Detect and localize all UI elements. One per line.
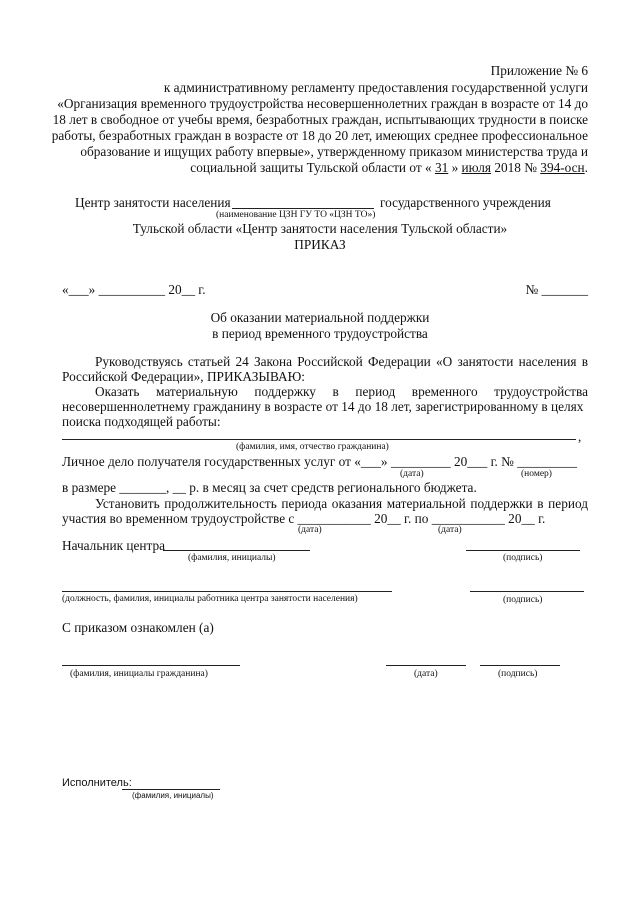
executor-hint: (фамилия, инициалы) bbox=[132, 791, 214, 800]
chief-initials-hint: (фамилия, инициалы) bbox=[188, 553, 276, 563]
case-line: Личное дело получателя государственных услуг от «___» _________ 20___ г. № _________ bbox=[62, 454, 578, 469]
center-type: государственного учреждения bbox=[380, 195, 551, 210]
appendix-line-3: 18 лет в свободное от учебы время, безработных граждан, испытывающих трудности в поиске bbox=[52, 112, 588, 127]
executor-line bbox=[122, 789, 220, 790]
appendix-date-day: 31 bbox=[434, 160, 449, 175]
appendix-line-5: образование и ищущих работу впервые», утвержденному приказом министерства труда и bbox=[80, 144, 588, 159]
order-date: «___» __________ 20__ г. bbox=[62, 282, 206, 297]
appendix-date-prefix: социальной защиты Тульской области от « bbox=[190, 160, 432, 175]
case-number-hint: (номер) bbox=[521, 469, 552, 479]
paragraph-3-line-1: Установить продолжительность периода оказания материальной поддержки в период bbox=[95, 496, 588, 511]
citizen-initials-line bbox=[62, 665, 240, 666]
employee-hint: (должность, фамилия, инициалы работника центра занятости населения) bbox=[62, 594, 358, 604]
employee-signature-line bbox=[470, 591, 584, 592]
acquainted-date-hint: (дата) bbox=[414, 669, 438, 679]
appendix-line-1: к административному регламенту предоставления государственной услуги bbox=[163, 80, 588, 95]
chief-signature-line bbox=[466, 550, 580, 551]
citizen-name-line bbox=[62, 439, 576, 440]
chief-label: Начальник центра bbox=[62, 538, 166, 553]
center-name-line bbox=[232, 208, 374, 209]
subject-line-2: в период временного трудоустройства bbox=[212, 326, 428, 341]
period-end-hint: (дата) bbox=[438, 525, 462, 535]
appendix-title: Приложение № 6 bbox=[490, 63, 588, 78]
acquainted-date-line bbox=[386, 665, 466, 666]
order-number: № _______ bbox=[525, 282, 588, 297]
appendix-line-2: «Организация временного трудоустройства несовершеннолетних граждан в возрасте от 14 до bbox=[57, 96, 588, 111]
appendix-date-month: июля bbox=[461, 160, 492, 175]
center-label: Центр занятости населения bbox=[75, 195, 231, 210]
employee-signature-hint: (подпись) bbox=[503, 595, 543, 605]
citizen-name-hint: (фамилия, имя, отчество гражданина) bbox=[236, 442, 389, 452]
appendix-line-6 bbox=[190, 161, 588, 174]
period-start-hint: (дата) bbox=[298, 525, 322, 535]
acquainted-signature-hint: (подпись) bbox=[498, 669, 538, 679]
center-name-hint: (наименование ЦЗН ГУ ТО «ЦЗН ТО») bbox=[216, 210, 376, 220]
appendix-order-number: 394-осн bbox=[540, 160, 585, 175]
chief-name-line bbox=[163, 550, 310, 551]
subject-line-1: Об оказании материальной поддержки bbox=[210, 310, 430, 325]
case-date-hint: (дата) bbox=[400, 469, 424, 479]
center-region: Тульской области «Центр занятости населения Тульской области» bbox=[132, 221, 508, 236]
paragraph-2-line-3: поиска подходящей работы: bbox=[62, 414, 221, 429]
paragraph-1-line-2: Российской Федерации», ПРИКАЗЫВАЮ: bbox=[62, 369, 305, 384]
order-heading: ПРИКАЗ bbox=[294, 237, 346, 252]
citizen-name-comma: , bbox=[578, 429, 582, 444]
executor-label: Исполнитель: bbox=[62, 777, 132, 789]
amount-line: в размере _______, __ р. в месяц за счет средств регионального бюджета. bbox=[62, 480, 477, 495]
acquainted-label: С приказом ознакомлен (а) bbox=[62, 620, 214, 635]
paragraph-3-line-2: участия во временном трудоустройстве с ___________ 20__ г. по ___________ 20__ г. bbox=[62, 511, 546, 526]
acquainted-signature-line bbox=[480, 665, 560, 666]
appendix-line-4: работы, безработных граждан в возрасте от 18 до 20 лет, имеющих среднее профессиональное bbox=[51, 128, 588, 143]
citizen-initials-hint: (фамилия, инициалы гражданина) bbox=[70, 669, 208, 679]
paragraph-1-line-1: Руководствуясь статьей 24 Закона Российской Федерации «О занятости населения в bbox=[95, 354, 588, 369]
employee-line bbox=[62, 591, 392, 592]
chief-signature-hint: (подпись) bbox=[503, 553, 543, 563]
appendix-date-end: . bbox=[584, 160, 588, 175]
appendix-date-year: 2018 № bbox=[494, 160, 537, 175]
paragraph-2-line-2: несовершеннолетнему гражданину в возрасте от 14 до 18 лет, зарегистрированному в целях bbox=[62, 399, 584, 414]
appendix-date-mid: » bbox=[451, 160, 459, 175]
paragraph-2-line-1: Оказать материальную поддержку в период временного трудоустройства bbox=[95, 384, 588, 399]
